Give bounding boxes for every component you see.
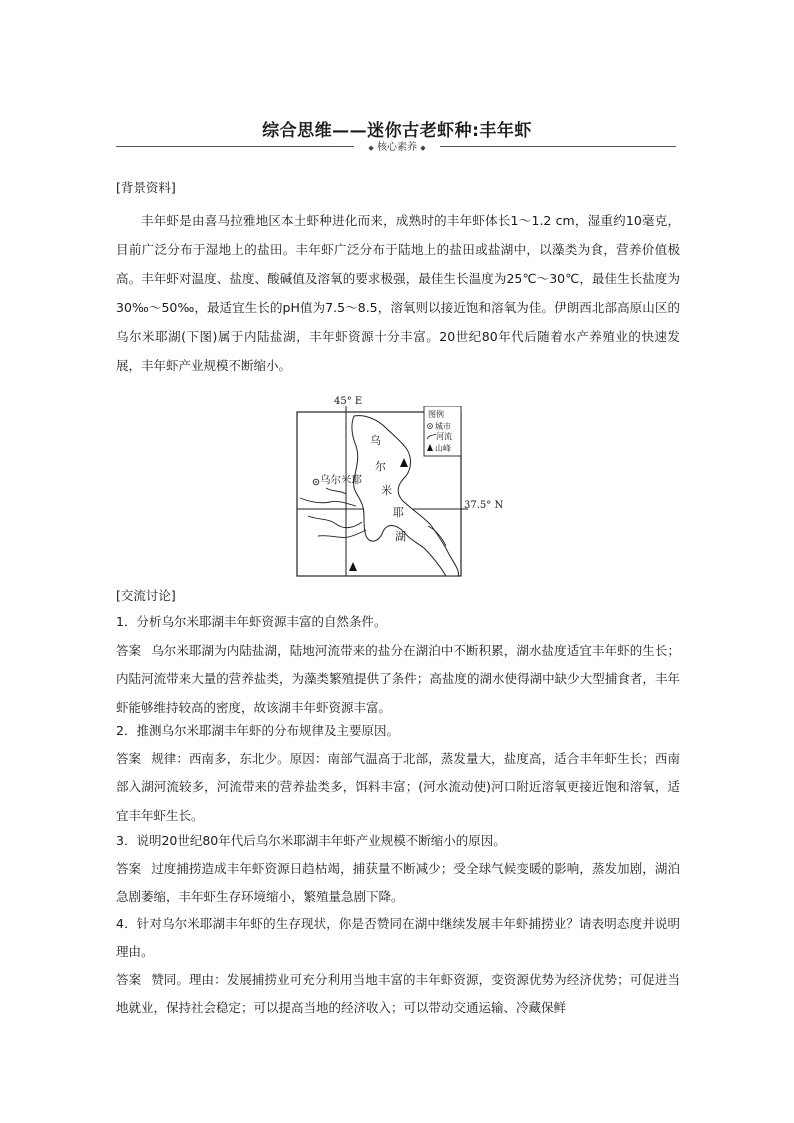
- answer-text: 赞同。理由：发展捕捞业可充分利用当地丰富的丰年虾资源，变资源优势为经济优势；可促进当地就业，保持社会稳定；可以提高当地的经济收入；可以带动交通运输、冷藏保鲜: [116, 972, 680, 1016]
- discussion-heading: [交流讨论]: [116, 588, 176, 603]
- section-tag: [354, 138, 440, 153]
- answer-4: [116, 966, 680, 1023]
- river: [308, 516, 362, 528]
- city-label: 乌尔米耶: [320, 474, 362, 486]
- section-tag-label: 核心素养: [377, 142, 417, 153]
- answer-text: 过度捕捞造成丰年虾资源日趋枯竭，捕获量不断减少；受全球气候变暖的影响，蒸发加剧，湖泊急剧萎缩，丰年虾生存环境缩小，繁殖量急剧下降。: [116, 861, 680, 905]
- legend-title: 图例: [428, 410, 444, 419]
- question-3: 3．说明20世纪80年代后乌尔米耶湖丰年虾产业规模不断缩小的原因。: [116, 833, 506, 848]
- answer-label: 答案: [116, 751, 142, 766]
- lake-name-char: 乌: [370, 434, 381, 447]
- longitude-label: 45° E: [334, 396, 363, 407]
- answer-label: 答案: [116, 972, 142, 987]
- answer-label: 答案: [116, 861, 142, 876]
- title-rule-left: [116, 146, 354, 147]
- answer-text: 规律：西南多，东北少。原因：南部气温高于北部，蒸发量大，盐度高，适合丰年虾生长；西南部入湖河流较多，河流带来的营养盐类多，饵料丰富；(河水流动使)河口附近溶氧更接近饱和溶氧，适宜丰年虾生长。: [116, 751, 680, 823]
- peak-icon: [349, 562, 357, 571]
- background-text: 丰年虾是由喜马拉雅地区本土虾种进化而来，成熟时的丰年虾体长1～1.2 cm，湿重约10毫克，目前广泛分布于湿地上的盐田。丰年虾广泛分布于陆地上的盐田或盐湖中，以藻类为食，营养价值极高。丰年虾对温度、盐度、酸碱值及溶氧的要求极强，最佳生长温度为25℃～30℃，最佳生长盐度为30‰～50‰，最适宜生长的pH值为7.5～8.5，溶氧则以接近饱和溶氧为佳。伊朗西北部高原山区的乌尔米耶湖(下图)属于内陆盐湖，丰年虾资源十分丰富。20世纪80年代后随着水产养殖业的快速发展，丰年虾产业规模不断缩小。: [116, 213, 680, 373]
- river: [300, 498, 356, 506]
- latitude-label: 37.5° N: [464, 500, 504, 511]
- legend-peak-label: 山峰: [435, 444, 451, 453]
- lake-name-char: 耶: [393, 506, 404, 519]
- diamond-icon: ◆: [368, 144, 374, 152]
- title-rule-right: [440, 146, 676, 147]
- answer-label: 答案: [116, 643, 142, 658]
- river: [318, 530, 366, 537]
- river: [326, 488, 346, 494]
- background-heading: [背景资料]: [116, 180, 176, 195]
- question-1: 1．分析乌尔米耶湖丰年虾资源丰富的自然条件。: [116, 614, 387, 629]
- answer-1: [116, 637, 680, 722]
- city-marker-dot: [315, 481, 317, 483]
- lake-map: [296, 406, 506, 578]
- legend-river-label: 河流: [436, 432, 452, 441]
- answer-2: [116, 745, 680, 830]
- answer-3: [116, 855, 680, 912]
- question-2: 2．推测乌尔米耶湖丰年虾的分布规律及主要原因。: [116, 723, 399, 738]
- lake-name-char: 米: [381, 484, 392, 497]
- legend-city-label: 城市: [435, 422, 451, 431]
- legend-city-icon-dot: [429, 425, 431, 427]
- lake-name-char: 湖: [395, 530, 406, 543]
- answer-text: 乌尔米耶湖为内陆盐湖，陆地河流带来的盐分在湖泊中不断积累，湖水盐度适宜丰年虾的生长；内陆河流带来大量的营养盐类，为藻类繁殖提供了条件；高盐度的湖水使得湖中缺少大型捕食者，丰年虾能够维持较高的密度，故该湖丰年虾资源丰富。: [116, 643, 680, 715]
- question-4: 4．针对乌尔米耶湖丰年虾的生存现状，你是否赞同在湖中继续发展丰年虾捕捞业？请表明态度并说明理由。: [116, 916, 680, 960]
- page-title: 综合思维——迷你古老虾种:丰年虾: [262, 121, 532, 141]
- diamond-icon: ◆: [420, 144, 426, 152]
- lake-name-char: 尔: [375, 460, 386, 473]
